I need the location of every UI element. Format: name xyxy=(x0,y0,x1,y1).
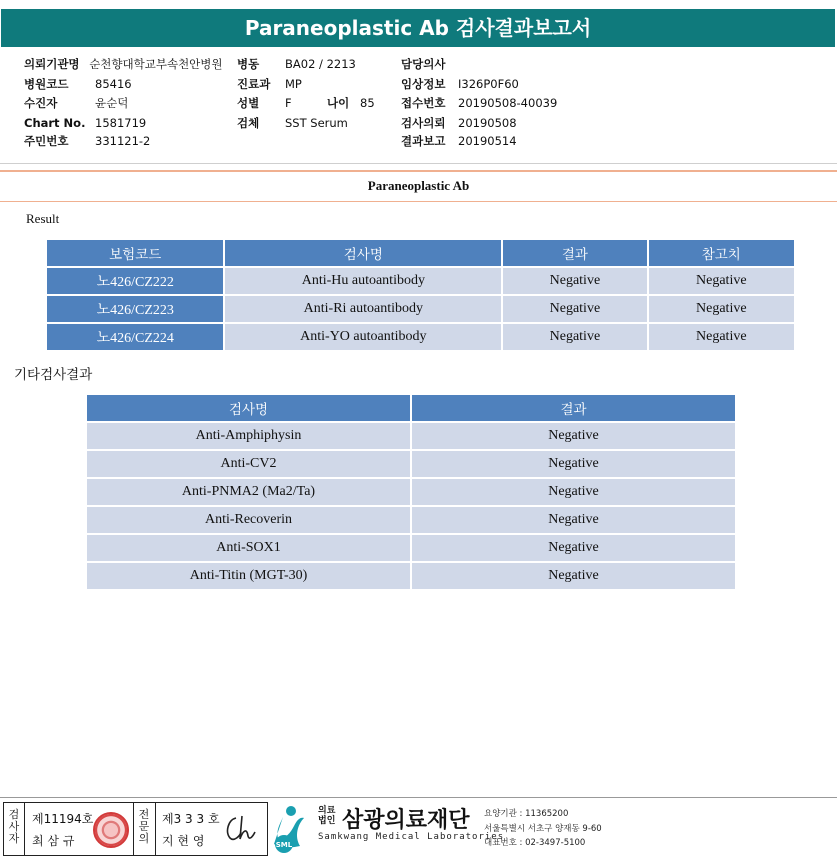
doctor-label: 담당의사 xyxy=(401,57,446,71)
hospital-code-label: 병원코드 xyxy=(24,77,69,91)
age-value: 85 xyxy=(360,96,375,110)
table-row xyxy=(87,535,735,561)
sex-label: 성별 xyxy=(237,96,260,110)
seal-stamp xyxy=(93,812,129,848)
clinical-row xyxy=(401,77,519,91)
table-row xyxy=(87,507,735,533)
section-title: Paraneoplastic Ab xyxy=(367,178,470,193)
sml-logo-icon xyxy=(270,804,312,854)
id-label: 주민번호 xyxy=(24,134,69,148)
dept-row xyxy=(237,77,302,91)
reference-value: Negative xyxy=(649,296,794,322)
test-name: Anti-Ri autoantibody xyxy=(225,296,501,322)
signature xyxy=(222,812,258,844)
test-name: Anti-Hu autoantibody xyxy=(225,268,501,294)
institution-label: 의뢰기관명 xyxy=(24,57,80,71)
result-value: Negative xyxy=(503,324,646,350)
report-date-row xyxy=(401,134,517,148)
divider xyxy=(0,163,837,164)
result-value: Negative xyxy=(412,507,735,533)
specialist-license-no: 제3 3 3 호 xyxy=(162,812,220,826)
divider xyxy=(0,201,837,202)
table-row xyxy=(47,268,794,294)
ward-value: BA02 / 2213 xyxy=(285,57,356,71)
request-row xyxy=(401,116,517,130)
test-name: Anti-CV2 xyxy=(87,451,410,477)
report-date-label: 결과보고 xyxy=(401,134,446,148)
specialist-vertical-label: 전문의 xyxy=(138,808,150,845)
institution-code: 요양기관 : 11365200 xyxy=(484,809,569,819)
request-label: 검사의뢰 xyxy=(401,116,446,130)
test-name: Anti-Amphiphysin xyxy=(87,423,410,449)
corp-tag: 의료 법인 xyxy=(318,806,336,826)
phone: 대표번호 : 02-3497-5100 xyxy=(484,838,586,848)
tester-name: 최 삼 규 xyxy=(32,834,75,848)
chart-value: 1581719 xyxy=(95,116,147,130)
report-title: Paraneoplastic Ab 검사결과보고서 xyxy=(1,9,835,47)
ward-row xyxy=(237,57,356,71)
column-header: 검사명 xyxy=(87,395,410,421)
patient-value: 윤순덕 xyxy=(95,96,129,110)
other-results-table xyxy=(85,393,737,591)
clinical-value: I326P0F60 xyxy=(458,77,519,91)
column-header: 보험코드 xyxy=(47,240,223,266)
request-value: 20190508 xyxy=(458,116,517,130)
divider xyxy=(0,170,837,172)
brand-name: 삼광의료재단 xyxy=(342,808,470,833)
doctor-row xyxy=(401,57,445,71)
table-row xyxy=(87,563,735,589)
sex-value: F xyxy=(285,96,292,110)
ward-label: 병동 xyxy=(237,57,260,71)
other-results-label: 기타검사결과 xyxy=(14,367,93,383)
result-table xyxy=(45,238,796,352)
table-header-row xyxy=(47,240,794,266)
result-value: Negative xyxy=(412,563,735,589)
chart-label: Chart No. xyxy=(24,116,86,130)
specialist-name: 지 현 영 xyxy=(162,834,205,848)
patient-row xyxy=(24,96,129,110)
specimen-label: 검체 xyxy=(237,116,260,130)
result-value: Negative xyxy=(503,268,646,294)
result-value: Negative xyxy=(412,479,735,505)
tester-license-no: 제11194호 xyxy=(32,812,94,826)
reference-value: Negative xyxy=(649,268,794,294)
result-value: Negative xyxy=(503,296,646,322)
brand-english: Samkwang Medical Laboratories xyxy=(318,832,505,842)
test-name: Anti-Recoverin xyxy=(87,507,410,533)
result-value: Negative xyxy=(412,423,735,449)
specimen-value: SST Serum xyxy=(285,116,348,130)
table-header-row xyxy=(87,395,735,421)
insurance-code: 노426/CZ223 xyxy=(47,296,223,322)
receipt-row xyxy=(401,96,558,110)
test-name: Anti-Titin (MGT-30) xyxy=(87,563,410,589)
age-label: 나이 xyxy=(327,96,350,110)
dept-label: 진료과 xyxy=(237,77,271,91)
report-date-value: 20190514 xyxy=(458,134,517,148)
patient-label: 수진자 xyxy=(24,96,58,110)
chart-row xyxy=(24,116,147,130)
id-row xyxy=(24,134,151,148)
column-header: 결과 xyxy=(412,395,735,421)
footer-divider xyxy=(0,797,837,798)
id-value: 331121-2 xyxy=(95,134,151,148)
test-name: Anti-SOX1 xyxy=(87,535,410,561)
sex-row xyxy=(237,96,375,110)
result-label: Result xyxy=(26,211,60,226)
divider xyxy=(24,802,25,856)
hospital-code-row xyxy=(24,77,132,91)
result-value: Negative xyxy=(412,535,735,561)
clinical-label: 임상정보 xyxy=(401,77,446,91)
address: 서울특별시 서초구 양재동 9-60 xyxy=(484,824,602,834)
specimen-row xyxy=(237,116,348,130)
table-row xyxy=(87,451,735,477)
result-value: Negative xyxy=(412,451,735,477)
receipt-label: 접수번호 xyxy=(401,96,446,110)
insurance-code: 노426/CZ222 xyxy=(47,268,223,294)
hospital-code-value: 85416 xyxy=(95,77,132,91)
test-name: Anti-PNMA2 (Ma2/Ta) xyxy=(87,479,410,505)
test-name: Anti-YO autoantibody xyxy=(225,324,501,350)
column-header: 참고치 xyxy=(649,240,794,266)
logo-text: SML xyxy=(275,841,293,849)
dept-value: MP xyxy=(285,77,302,91)
insurance-code: 노426/CZ224 xyxy=(47,324,223,350)
institution-value: 순천향대학교부속천안병원 xyxy=(89,57,223,71)
reference-value: Negative xyxy=(649,324,794,350)
divider xyxy=(133,802,134,856)
tester-vertical-label: 검사자 xyxy=(8,808,20,845)
column-header: 검사명 xyxy=(225,240,501,266)
table-row xyxy=(87,479,735,505)
table-row xyxy=(47,296,794,322)
institution-row xyxy=(24,57,223,71)
receipt-value: 20190508-40039 xyxy=(458,96,558,110)
column-header: 결과 xyxy=(503,240,646,266)
table-row xyxy=(87,423,735,449)
divider xyxy=(155,802,156,856)
table-row xyxy=(47,324,794,350)
